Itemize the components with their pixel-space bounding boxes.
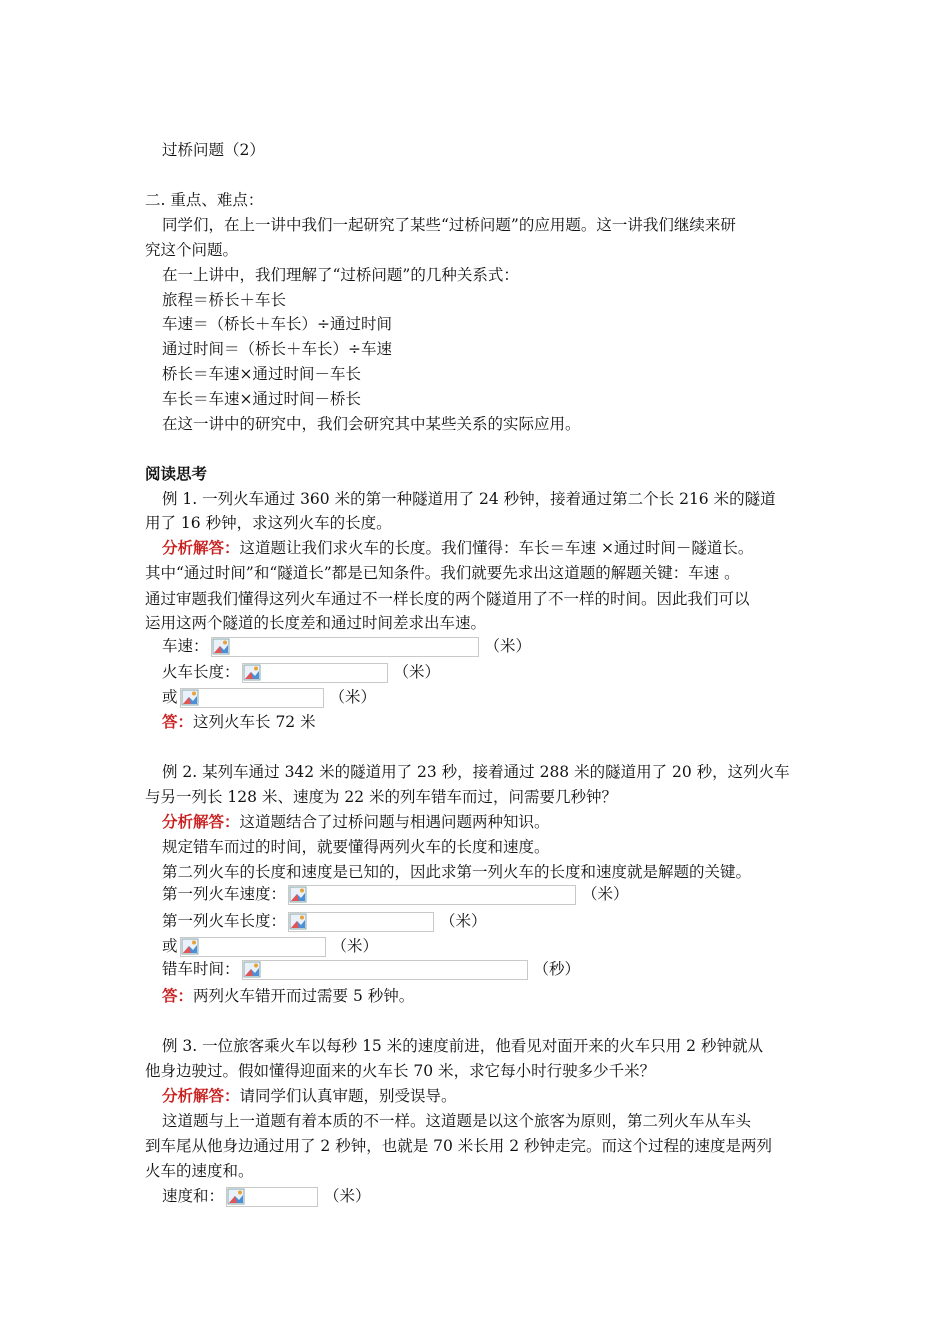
- answer-label: 答：: [162, 986, 194, 1005]
- solution-label: 火车长度：: [162, 663, 240, 681]
- solution-unit: （秒）: [533, 960, 581, 978]
- broken-image-icon: [242, 960, 528, 980]
- solution-label: 车速：: [162, 637, 209, 655]
- solution-unit: （米）: [329, 688, 377, 706]
- paragraph-line: 在这一讲中的研究中，我们会研究其中某些关系的实际应用。: [162, 415, 581, 433]
- formula-line: 车速＝（桥长＋车长）÷通过时间: [162, 315, 392, 333]
- solution-label: 第一列火车速度：: [162, 885, 287, 903]
- analysis-line: 其中“通过时间”和“隧道长”都是已知条件。我们就要先求出这道题的解题关键：车速 。: [145, 564, 740, 582]
- section-heading: 二. 重点、难点：: [145, 191, 264, 209]
- solution-label: 第一列火车长度：: [162, 912, 287, 930]
- analysis-label: 分析解答：: [162, 538, 240, 557]
- solution-unit: （米）: [440, 912, 487, 930]
- solution-label: 速度和：: [162, 1187, 225, 1205]
- solution-line: [162, 662, 440, 683]
- broken-image-icon: [180, 688, 324, 708]
- analysis-text: 这道题结合了过桥问题与相遇问题两种知识。: [239, 813, 550, 831]
- solution-line: [162, 936, 378, 957]
- answer-text: 两列火车错开而过需要 5 秒钟。: [193, 987, 415, 1005]
- example-question-line: 与另一列长 128 米、速度为 22 米的列车错车而过，问需要几秒钟？: [145, 788, 618, 806]
- broken-image-icon: [288, 912, 434, 932]
- solution-unit: （米）: [484, 637, 532, 655]
- analysis-line: [162, 812, 550, 832]
- formula-line: 桥长＝车速×通过时间－车长: [162, 365, 361, 383]
- solution-unit: （米）: [324, 1187, 371, 1205]
- formula-line: 通过时间＝（桥长＋车长）÷车速: [162, 340, 392, 358]
- analysis-line: 到车尾从他身边通过用了 2 秒钟，也就是 70 米长用 2 秒钟走完。而这个过程的速度是两列: [145, 1137, 773, 1155]
- broken-image-icon: [226, 1187, 318, 1207]
- reading-heading: 阅读思考: [145, 464, 208, 483]
- answer-line: [162, 986, 414, 1006]
- paragraph-line: 同学们，在上一讲中我们一起研究了某些“过桥问题”的应用题。这一讲我们继续来研: [162, 216, 736, 234]
- analysis-line: 火车的速度和。: [145, 1162, 254, 1180]
- broken-image-icon: [242, 663, 388, 683]
- analysis-line: 这道题与上一道题有着本质的不一样。这道题是以这个旅客为原则，第二列火车从车头: [162, 1112, 752, 1130]
- or-label: 或: [162, 688, 178, 706]
- analysis-line: 运用这两个隧道的长度差和通过时间差求出车速。: [145, 614, 487, 632]
- paragraph-line: 究这个问题。: [145, 241, 239, 259]
- paragraph-line: 在一上讲中，我们理解了“过桥问题”的几种关系式：: [162, 266, 519, 284]
- solution-line: [162, 1186, 371, 1207]
- example-question-line: 例 3. 一位旅客乘火车以每秒 15 米的速度前进，他看见对面开来的火车只用 2 秒钟就从: [162, 1037, 763, 1055]
- solution-label: 错车时间：: [162, 960, 240, 978]
- solution-line: [162, 959, 580, 980]
- answer-line: [162, 712, 316, 732]
- solution-unit: （米）: [582, 885, 629, 903]
- analysis-text: 这道题让我们求火车的长度。我们懂得：车长＝车速 ×通过时间－隧道长。: [239, 539, 754, 557]
- analysis-line: 通过审题我们懂得这列火车通过不一样长度的两个隧道用了不一样的时间。因此我们可以: [145, 590, 750, 608]
- answer-label: 答：: [162, 712, 194, 731]
- broken-image-icon: [211, 637, 479, 657]
- analysis-line: [162, 1086, 457, 1106]
- broken-image-icon: [180, 937, 326, 957]
- analysis-line: [162, 538, 753, 558]
- formula-line: 车长＝车速×通过时间－桥长: [162, 390, 361, 408]
- solution-line: [162, 636, 531, 657]
- solution-line: [162, 687, 376, 708]
- example-question-line: 例 1. 一列火车通过 360 米的第一种隧道用了 24 秒钟，接着通过第二个长 216 米的隧道: [162, 490, 776, 508]
- broken-image-icon: [288, 885, 576, 905]
- solution-line: [162, 884, 629, 905]
- analysis-line: 第二列火车的长度和速度是已知的，因此求第一列火车的长度和速度就是解题的关键。: [162, 863, 752, 881]
- solution-line: [162, 911, 487, 932]
- formula-line: 旅程＝桥长＋车长: [162, 291, 287, 309]
- analysis-text: 请同学们认真审题，别受误导。: [239, 1087, 457, 1105]
- analysis-label: 分析解答：: [162, 1086, 240, 1105]
- document-title: 过桥问题（2）: [162, 141, 265, 159]
- analysis-line: 规定错车而过的时间，就要懂得两列火车的长度和速度。: [162, 838, 550, 856]
- example-question-line: 用了 16 秒钟，求这列火车的长度。: [145, 514, 392, 532]
- answer-text: 这列火车长 72 米: [193, 713, 316, 731]
- example-question-line: 例 2. 某列车通过 342 米的隧道用了 23 秒，接着通过 288 米的隧道用了 20 秒，这列火车: [162, 763, 790, 781]
- solution-unit: （米）: [393, 663, 441, 681]
- or-label: 或: [162, 937, 178, 955]
- example-question-line: 他身边驶过。假如懂得迎面来的火车长 70 米，求它每小时行驶多少千米？: [145, 1062, 656, 1080]
- analysis-label: 分析解答：: [162, 812, 240, 831]
- solution-unit: （米）: [331, 937, 379, 955]
